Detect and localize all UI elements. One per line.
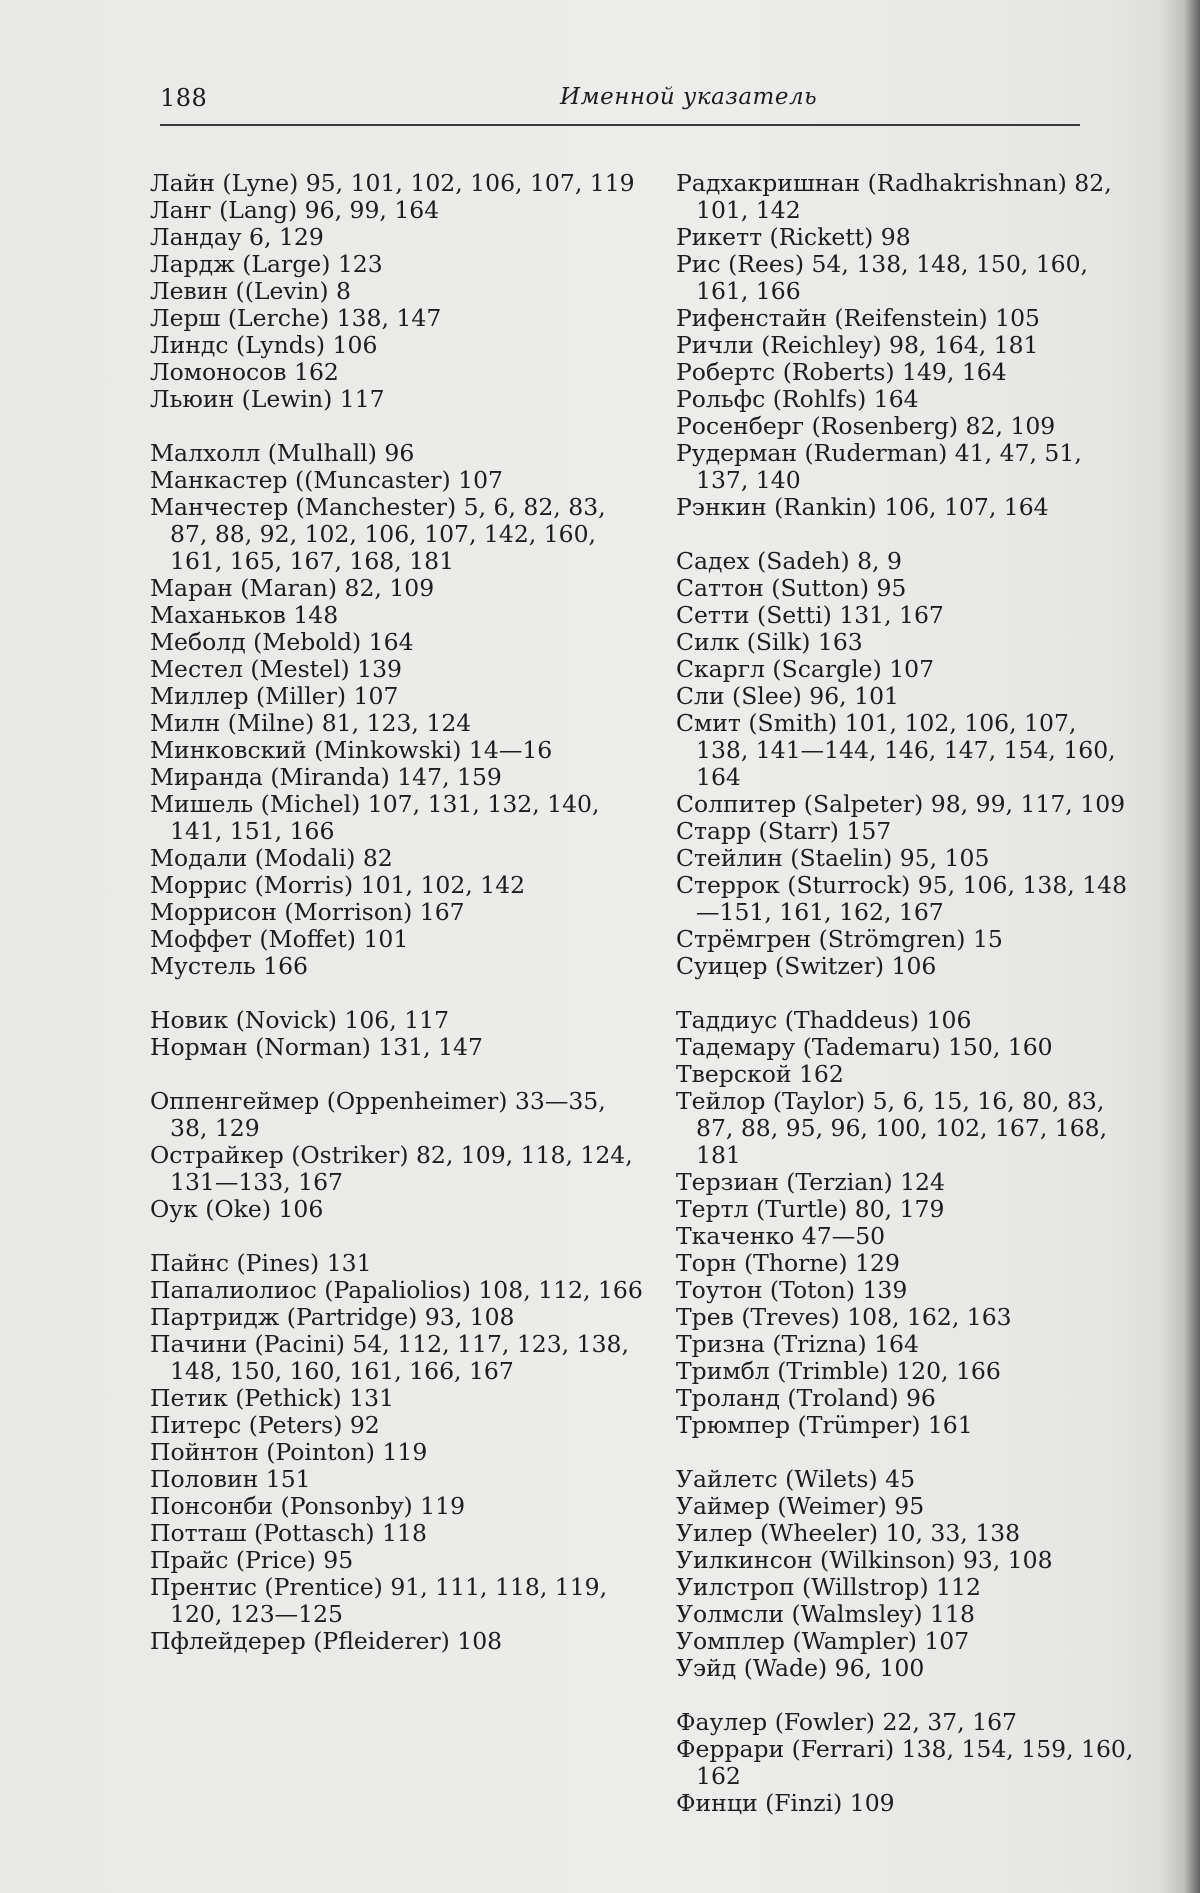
index-entry: Рудерман (Ruderman) 41, 47, 51, 137, 140 [676, 439, 1082, 494]
index-entry: Сли (Slee) 96, 101 [676, 682, 899, 710]
index-entry: Маханьков 148 [150, 601, 339, 629]
index-entry: Петик (Pethick) 131 [150, 1384, 395, 1412]
index-column-left [150, 170, 650, 1655]
index-letter-group [676, 170, 1136, 521]
index-entry: Лерш (Lerche) 138, 147 [150, 304, 442, 332]
index-entry: Финци (Finzi) 109 [676, 1789, 895, 1817]
index-letter-group [150, 170, 650, 413]
index-letter-group [676, 548, 1136, 980]
index-entry: Силк (Silk) 163 [676, 628, 863, 656]
index-entry: Солпитер (Salpeter) 98, 99, 117, 109 [676, 790, 1126, 818]
index-entry: Моррис (Morris) 101, 102, 142 [150, 871, 526, 899]
index-entry: Рис (Rees) 54, 138, 148, 150, 160, 161, 166 [676, 250, 1089, 305]
index-entry: Радхакришнан (Radhakrishnan) 82, 101, 142 [676, 169, 1112, 224]
index-entry: Тоутон (Toton) 139 [676, 1276, 908, 1304]
index-entry: Норман (Norman) 131, 147 [150, 1033, 483, 1061]
index-entry: Оппенгеймер (Oppenheimer) 33—35, 38, 129 [150, 1087, 606, 1142]
index-entry: Меболд (Mebold) 164 [150, 628, 414, 656]
index-entry: Старр (Starr) 157 [676, 817, 892, 845]
index-entry: Сетти (Setti) 131, 167 [676, 601, 944, 629]
index-entry: Партридж (Partridge) 93, 108 [150, 1303, 515, 1331]
page-number: 188 [160, 84, 208, 112]
index-column-right [676, 170, 1136, 1817]
running-title: Именной указатель [560, 84, 818, 110]
index-entry: Моффет (Moffet) 101 [150, 925, 409, 953]
index-letter-group [150, 1250, 650, 1655]
index-letter-group [150, 440, 650, 980]
page-header [160, 84, 1080, 124]
index-entry: Питерс (Peters) 92 [150, 1411, 380, 1439]
index-entry: Тертл (Turtle) 80, 179 [676, 1195, 945, 1223]
index-entry: Уолмсли (Walmsley) 118 [676, 1600, 975, 1628]
index-entry: Ландау 6, 129 [150, 223, 324, 251]
index-entry: Уилстроп (Willstrop) 112 [676, 1573, 981, 1601]
index-letter-group [150, 1088, 650, 1223]
index-entry: Троланд (Troland) 96 [676, 1384, 936, 1412]
index-entry: Минковский (Minkowski) 14—16 [150, 736, 553, 764]
index-entry: Стейлин (Staelin) 95, 105 [676, 844, 990, 872]
index-entry: Половин 151 [150, 1465, 311, 1493]
index-entry: Таддиус (Thaddeus) 106 [676, 1006, 972, 1034]
index-entry: Манкастер ((Muncaster) 107 [150, 466, 503, 494]
index-letter-group [676, 1466, 1136, 1682]
index-entry: Манчестер (Manchester) 5, 6, 82, 83, 87, 88, 92, 102, 106, 107, 142, 160, 161, 165, 167, 168, 181 [150, 493, 606, 575]
index-entry: Саттон (Sutton) 95 [676, 574, 907, 602]
index-entry: Рольфс (Rohlfs) 164 [676, 385, 919, 413]
index-entry: Левин ((Levin) 8 [150, 277, 351, 305]
index-entry: Малхолл (Mulhall) 96 [150, 439, 415, 467]
index-entry: Уаймер (Weimer) 95 [676, 1492, 925, 1520]
index-entry: Милн (Milne) 81, 123, 124 [150, 709, 472, 737]
index-entry: Новик (Novick) 106, 117 [150, 1006, 450, 1034]
index-entry: Рикетт (Rickett) 98 [676, 223, 911, 251]
index-entry: Оук (Oke) 106 [150, 1195, 324, 1223]
index-entry: Рэнкин (Rankin) 106, 107, 164 [676, 493, 1049, 521]
index-entry: Феррари (Ferrari) 138, 154, 159, 160, 162 [676, 1735, 1134, 1790]
index-entry: Смит (Smith) 101, 102, 106, 107, 138, 141—144, 146, 147, 154, 160, 164 [676, 709, 1116, 791]
index-entry: Прентис (Prentice) 91, 111, 118, 119, 120, 123—125 [150, 1573, 608, 1628]
index-entry: Стеррок (Sturrock) 95, 106, 138, 148—151, 161, 162, 167 [676, 871, 1128, 926]
index-entry: Острайкер (Ostriker) 82, 109, 118, 124, 131—133, 167 [150, 1141, 633, 1196]
index-entry: Мишель (Michel) 107, 131, 132, 140, 141, 151, 166 [150, 790, 600, 845]
index-entry: Пачини (Pacini) 54, 112, 117, 123, 138, 148, 150, 160, 161, 166, 167 [150, 1330, 629, 1385]
index-entry: Тейлор (Taylor) 5, 6, 15, 16, 80, 83, 87, 88, 95, 96, 100, 102, 167, 168, 181 [676, 1087, 1108, 1169]
index-entry: Трев (Treves) 108, 162, 163 [676, 1303, 1012, 1331]
page-edge-shadow [1160, 0, 1200, 1893]
index-entry: Линдс (Lynds) 106 [150, 331, 378, 359]
index-entry: Терзиан (Terzian) 124 [676, 1168, 945, 1196]
index-entry: Прайс (Price) 95 [150, 1546, 354, 1574]
index-entry: Фаулер (Fowler) 22, 37, 167 [676, 1708, 1017, 1736]
index-entry: Модали (Modali) 82 [150, 844, 393, 872]
index-entry: Тверской 162 [676, 1060, 844, 1088]
index-entry: Тримбл (Trimble) 120, 166 [676, 1357, 1001, 1385]
index-entry: Миллер (Miller) 107 [150, 682, 399, 710]
index-entry: Понсонби (Ponsonby) 119 [150, 1492, 466, 1520]
index-entry: Тадемару (Tademaru) 150, 160 [676, 1033, 1053, 1061]
index-entry: Моррисон (Morrison) 167 [150, 898, 465, 926]
index-entry: Уайлетс (Wilets) 45 [676, 1465, 916, 1493]
index-letter-group [676, 1007, 1136, 1439]
index-entry: Папалиолиос (Papaliolios) 108, 112, 166 [150, 1276, 643, 1304]
index-entry: Мустель 166 [150, 952, 309, 980]
index-entry: Потташ (Pottasch) 118 [150, 1519, 427, 1547]
index-entry: Садех (Sadeh) 8, 9 [676, 547, 902, 575]
index-entry: Ричли (Reichley) 98, 164, 181 [676, 331, 1039, 359]
header-rule [160, 124, 1080, 126]
index-entry: Миранда (Miranda) 147, 159 [150, 763, 502, 791]
index-entry: Уэйд (Wade) 96, 100 [676, 1654, 925, 1682]
index-entry: Пайнс (Pines) 131 [150, 1249, 372, 1277]
index-entry: Уилкинсон (Wilkinson) 93, 108 [676, 1546, 1053, 1574]
index-entry: Ланг (Lang) 96, 99, 164 [150, 196, 440, 224]
index-entry: Суицер (Switzer) 106 [676, 952, 937, 980]
index-entry: Трюмпер (Trümper) 161 [676, 1411, 973, 1439]
index-entry: Рифенстайн (Reifenstein) 105 [676, 304, 1040, 332]
index-entry: Пфлейдерер (Pfleiderer) 108 [150, 1627, 503, 1655]
index-entry: Скаргл (Scargle) 107 [676, 655, 935, 683]
index-entry: Росенберг (Rosenberg) 82, 109 [676, 412, 1056, 440]
index-letter-group [676, 1709, 1136, 1817]
index-entry: Уомплер (Wampler) 107 [676, 1627, 970, 1655]
index-entry: Ломоносов 162 [150, 358, 339, 386]
index-entry: Лайн (Lyne) 95, 101, 102, 106, 107, 119 [150, 169, 635, 197]
index-entry: Льюин (Lewin) 117 [150, 385, 385, 413]
index-entry: Торн (Thorne) 129 [676, 1249, 900, 1277]
index-entry: Маран (Maran) 82, 109 [150, 574, 435, 602]
index-entry: Стрёмгрен (Strömgren) 15 [676, 925, 1003, 953]
index-letter-group [150, 1007, 650, 1061]
index-entry: Тризна (Trizna) 164 [676, 1330, 919, 1358]
index-entry: Уилер (Wheeler) 10, 33, 138 [676, 1519, 1021, 1547]
index-entry: Ткаченко 47—50 [676, 1222, 886, 1250]
index-entry: Пойнтон (Pointon) 119 [150, 1438, 428, 1466]
index-entry: Робертс (Roberts) 149, 164 [676, 358, 1007, 386]
index-entry: Лардж (Large) 123 [150, 250, 383, 278]
index-entry: Местел (Mestel) 139 [150, 655, 402, 683]
